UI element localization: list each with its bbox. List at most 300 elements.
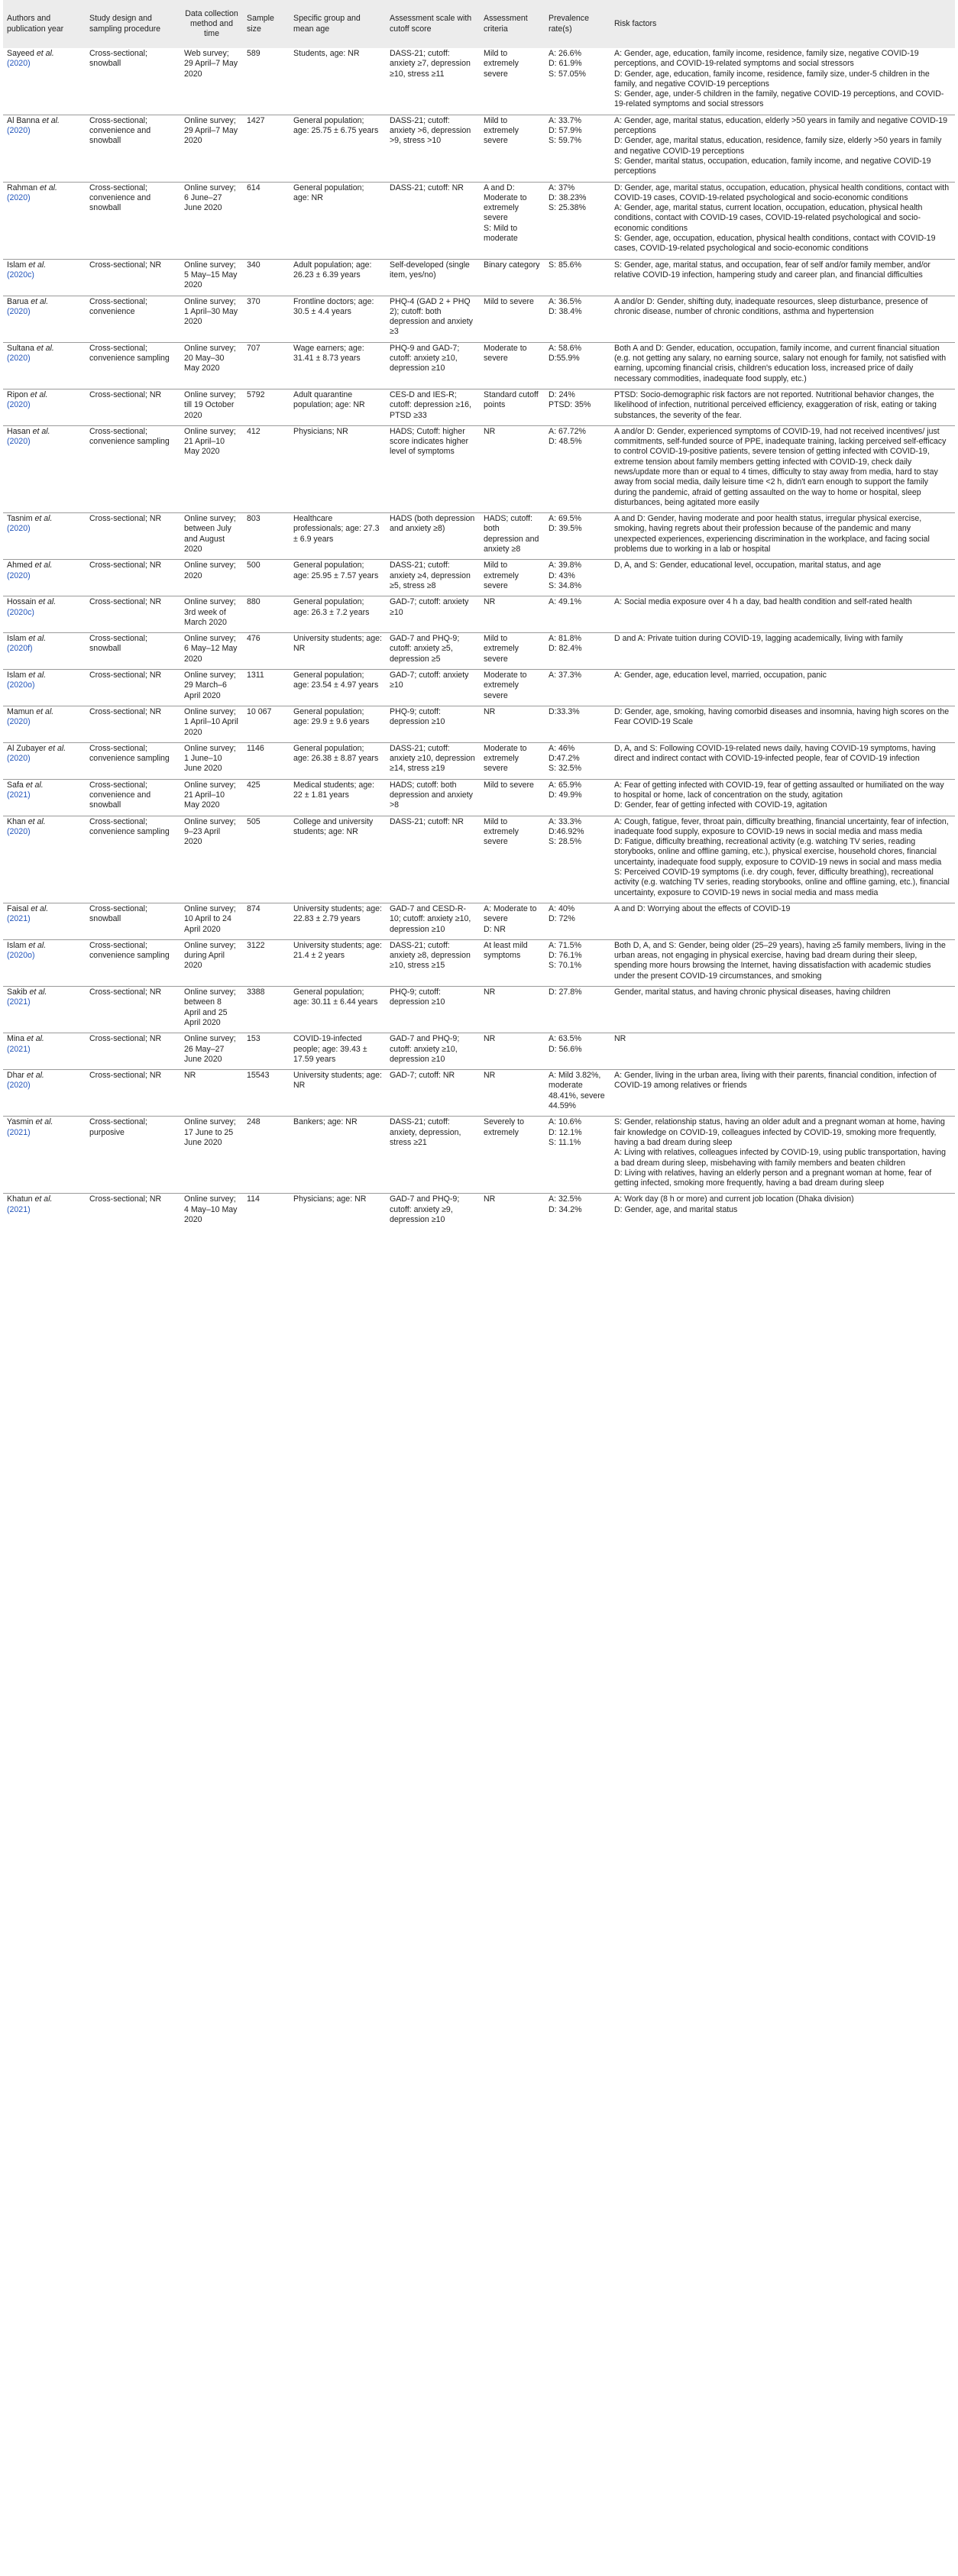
- table-row: [3, 903, 955, 939]
- author-name: Khatun: [7, 1194, 33, 1204]
- author-etal: et al.: [27, 987, 47, 997]
- author-name: Mina: [7, 1034, 24, 1044]
- design-cell: Cross-sectional; purposive: [86, 1117, 180, 1194]
- author-name: Ahmed: [7, 561, 33, 570]
- sample-cell: 803: [243, 513, 290, 560]
- group-cell: Physicians; NR: [290, 425, 386, 512]
- author-etal: et al.: [28, 903, 49, 913]
- citation-year-link[interactable]: (2021): [7, 1204, 31, 1214]
- header-collection: Data collection method and time: [180, 0, 243, 48]
- scale-cell: GAD-7; cutoff: NR: [386, 1070, 480, 1117]
- author-etal: et al.: [25, 816, 46, 826]
- risk-factors-cell: D and A: Private tuition during COVID-19, lagging academically, living with family: [610, 633, 955, 670]
- risk-factors-cell: S: Gender, age, marital status, and occupation, fear of self and/or family member, and/or relative COVID-19 infection, hampering study and career plan, and financial difficulties: [610, 259, 955, 296]
- sample-cell: 425: [243, 779, 290, 816]
- citation-year-link[interactable]: (2020): [7, 126, 31, 136]
- prevalence-cell: D: 24% PTSD: 35%: [545, 389, 610, 425]
- prevalence-cell: A: 71.5% D: 76.1% S: 70.1%: [545, 939, 610, 986]
- header-authors: Authors and publication year: [3, 0, 86, 48]
- author-name: Yasmin: [7, 1117, 34, 1127]
- design-cell: Cross-sectional; convenience sampling: [86, 425, 180, 512]
- table-row: [3, 560, 955, 596]
- prevalence-cell: A: 81.8% D: 82.4%: [545, 633, 610, 670]
- collection-cell: Online survey; 29 March–6 April 2020: [180, 670, 243, 706]
- prevalence-cell: D: 27.8%: [545, 987, 610, 1033]
- author-cell: [3, 1194, 86, 1230]
- table-row: [3, 987, 955, 1033]
- sample-cell: 3388: [243, 987, 290, 1033]
- citation-year-link[interactable]: (2020f): [7, 644, 33, 654]
- author-name: Islam: [7, 671, 27, 680]
- scale-cell: PHQ-9; cutoff: depression ≥10: [386, 706, 480, 742]
- criteria-cell: Moderate to extremely severe: [480, 742, 545, 779]
- citation-year-link[interactable]: (2020): [7, 826, 31, 836]
- table-row: [3, 1070, 955, 1117]
- criteria-cell: A: Moderate to severe D: NR: [480, 903, 545, 939]
- author-cell: [3, 342, 86, 389]
- author-name: Hasan: [7, 426, 31, 436]
- scale-cell: CES-D and IES-R; cutoff: depression ≥16, PTSD ≥33: [386, 389, 480, 425]
- table-body: [3, 48, 955, 1230]
- design-cell: Cross-sectional; NR: [86, 1033, 180, 1070]
- author-cell: [3, 987, 86, 1033]
- risk-factors-cell: D, A, and S: Gender, educational level, occupation, marital status, and age: [610, 560, 955, 596]
- author-name: Sayeed: [7, 49, 34, 58]
- group-cell: Medical students; age: 22 ± 1.81 years: [290, 779, 386, 816]
- criteria-cell: Mild to severe: [480, 296, 545, 342]
- criteria-cell: Mild to extremely severe: [480, 48, 545, 115]
- group-cell: General population; age: 29.9 ± 9.6 years: [290, 706, 386, 742]
- author-etal: et al.: [34, 706, 54, 716]
- header-risk: Risk factors: [610, 0, 955, 48]
- author-name: Barua: [7, 296, 29, 306]
- author-name: Islam: [7, 634, 27, 644]
- scale-cell: HADS; cutoff: both depression and anxiety >8: [386, 779, 480, 816]
- design-cell: Cross-sectional; NR: [86, 1070, 180, 1117]
- group-cell: COVID-19-infected people; age: 39.43 ± 17.59 years: [290, 1033, 386, 1070]
- criteria-cell: A and D: Moderate to extremely severe S: Mild to moderate: [480, 182, 545, 259]
- citation-year-link[interactable]: (2020): [7, 400, 31, 410]
- collection-cell: Online survey; 3rd week of March 2020: [180, 596, 243, 633]
- header-sample: Sample size: [243, 0, 290, 48]
- sample-cell: 5792: [243, 389, 290, 425]
- risk-factors-cell: D: Gender, age, smoking, having comorbid diseases and insomnia, having high scores on the Fear COVID-19 Scale: [610, 706, 955, 742]
- design-cell: Cross-sectional; NR: [86, 706, 180, 742]
- author-etal: et al.: [26, 260, 47, 270]
- criteria-cell: NR: [484, 1194, 496, 1204]
- citation-year-link[interactable]: (2020): [7, 306, 31, 316]
- scale-cell: GAD-7; cutoff: anxiety ≥10: [386, 596, 480, 633]
- risk-factors-cell: A: Work day (8 h or more) and current job location (Dhaka division) D: Gender, age, and marital status: [614, 1194, 854, 1214]
- prevalence-cell: A: 37.3%: [545, 670, 610, 706]
- prevalence-cell: A: 39.8% D: 43% S: 34.8%: [545, 560, 610, 596]
- risk-factors-cell: A: Cough, fatigue, fever, throat pain, difficulty breathing, financial uncertainty, fear of infection, inadequate food supply, exposure to COVID-19 news in social media and mass media D: Fatigue, difficulty breathing, recreational activity (e.g. watching TV series, reading storybooks, online and offline gaming, etc.), physical exercise, household chores, financial uncertainty, inadequate food supply, exposure to COVID-19 news in social and mass media S: Perceived COVID-19 symptoms (i.e. dry cough, fever, difficulty breathing), recreational activity (e.g. watching TV series, reading storybooks, online and offline gaming, etc.), financial uncertainty, exposure to COVID-19 news in social media and mass media: [610, 816, 955, 903]
- design-cell: Cross-sectional; snowball: [86, 633, 180, 670]
- risk-factors-cell: Gender, marital status, and having chronic physical diseases, having children: [610, 987, 955, 1033]
- scale-cell: DASS-21; cutoff: NR: [386, 182, 480, 259]
- criteria-cell: NR: [480, 987, 545, 1033]
- group-cell: Adult population; age: 26.23 ± 6.39 years: [290, 259, 386, 296]
- prevalence-cell: A: 26.6% D: 61.9% S: 57.05%: [545, 48, 610, 115]
- group-cell: General population; age: 30.11 ± 6.44 years: [290, 987, 386, 1033]
- criteria-cell: Standard cutoff points: [480, 389, 545, 425]
- table-row: [3, 425, 955, 512]
- citation-year-link[interactable]: (2021): [7, 1044, 31, 1054]
- sample-cell: 1427: [243, 115, 290, 182]
- author-name: Faisal: [7, 903, 29, 913]
- author-cell: [3, 389, 86, 425]
- group-cell: Bankers; age: NR: [290, 1117, 386, 1194]
- citation-year-link[interactable]: (2020): [7, 192, 31, 202]
- author-cell: [3, 816, 86, 903]
- citation-year-link[interactable]: (2020c): [7, 270, 34, 280]
- citation-year-link[interactable]: (2020): [7, 354, 31, 364]
- group-cell: University students; age: NR: [290, 633, 386, 670]
- risk-factors-cell: NR: [610, 1033, 955, 1070]
- header-criteria: Assessment criteria: [480, 0, 545, 48]
- design-cell: Cross-sectional; NR: [86, 513, 180, 560]
- author-etal: et al.: [34, 343, 54, 353]
- header-design: Study design and sampling procedure: [86, 0, 180, 48]
- author-cell: [3, 296, 86, 342]
- risk-factors-cell: A: Gender, age, education, family income, residence, family size, negative COVID-19 perceptions, and COVID-19-related symptoms and social stressors D: Gender, age, education, family income, residence, family size, under-5 children in the family, and negative COVID-19 perceptions S: Gender, age, under-5 children in the family, negative COVID-19 perceptions, and COVID-19-related symptoms and social stressors: [610, 48, 955, 115]
- citation-year-link[interactable]: (2021): [7, 914, 31, 924]
- citation-year-link[interactable]: (2020): [7, 717, 31, 727]
- table-row: [3, 742, 955, 779]
- risk-factors-cell: PTSD: Socio-demographic risk factors are not reported. Nutritional behavior changes, the likelihood of infection, nutritional perceived efficiency, exaggeration of risk, eating or taking substances, the severity of the fear.: [610, 389, 955, 425]
- author-name: Safa: [7, 780, 24, 790]
- prevalence-cell: A: 49.1%: [545, 596, 610, 633]
- criteria-cell: Mild to extremely severe: [480, 816, 545, 903]
- table-row: [3, 115, 955, 182]
- sample-cell: 874: [243, 903, 290, 939]
- table-row: [3, 389, 955, 425]
- author-name: Khan: [7, 816, 26, 826]
- scale-cell: GAD-7 and CESD-R-10; cutoff: anxiety ≥10, depression ≥10: [386, 903, 480, 939]
- group-cell: General population; age: NR: [290, 182, 386, 259]
- author-cell: [3, 1117, 86, 1194]
- prevalence-cell: A: 40% D: 72%: [545, 903, 610, 939]
- design-cell: Cross-sectional; convenience sampling: [86, 742, 180, 779]
- author-name: Islam: [7, 940, 27, 950]
- author-cell: [3, 425, 86, 512]
- scale-cell: GAD-7 and PHQ-9; cutoff: anxiety ≥10, depression ≥10: [386, 1033, 480, 1070]
- collection-cell: Online survey; 17 June to 25 June 2020: [180, 1117, 243, 1194]
- scale-cell: DASS-21; cutoff: anxiety >6, depression >9, stress >10: [386, 115, 480, 182]
- collection-cell: Online survey; 2020: [180, 560, 243, 596]
- header-prevalence: Prevalence rate(s): [545, 0, 610, 48]
- risk-factors-cell: A and/or D: Gender, shifting duty, inadequate resources, sleep disturbance, presence of chronic disease, number of chronic conditions, asthma and hypertension: [610, 296, 955, 342]
- group-cell: Wage earners; age: 31.41 ± 8.73 years: [290, 342, 386, 389]
- design-cell: Cross-sectional; NR: [86, 987, 180, 1033]
- risk-factors-cell: A: Fear of getting infected with COVID-19, fear of getting assaulted or humiliated on the way to hospital or home, lack of concentration on the study, agitation D: Gender, fear of getting infected with COVID-19, agitation: [610, 779, 955, 816]
- sample-cell: 880: [243, 596, 290, 633]
- author-cell: [3, 596, 86, 633]
- scale-cell: DASS-21; cutoff: anxiety ≥8, depression ≥10, stress ≥15: [386, 939, 480, 986]
- table-row: [3, 670, 955, 706]
- design-cell: Cross-sectional; convenience sampling: [86, 342, 180, 389]
- header-row: [3, 0, 955, 48]
- scale-cell: Self-developed (single item, yes/no): [386, 259, 480, 296]
- design-cell: Cross-sectional; NR: [86, 389, 180, 425]
- collection-cell: Online survey; between 8 April and 25 April 2020: [180, 987, 243, 1033]
- author-name: Dhar: [7, 1071, 24, 1081]
- citation-year-link[interactable]: (2020c): [7, 607, 34, 617]
- table-header: [3, 0, 955, 48]
- scale-cell: GAD-7; cutoff: anxiety ≥10: [386, 670, 480, 706]
- prevalence-cell: S: 85.6%: [545, 259, 610, 296]
- scale-cell: GAD-7 and PHQ-9; cutoff: anxiety ≥5, depression ≥5: [386, 633, 480, 670]
- criteria-cell: HADS; cutoff: both depression and anxiety ≥8: [480, 513, 545, 560]
- design-cell: Cross-sectional; convenience and snowball: [86, 115, 180, 182]
- criteria-cell: NR: [480, 1033, 545, 1070]
- collection-cell: Online survey; 1 April–10 April 2020: [180, 706, 243, 742]
- criteria-cell: NR: [480, 1070, 545, 1117]
- sample-cell: 114: [247, 1194, 260, 1204]
- author-name: Rahman: [7, 183, 38, 192]
- author-etal: et al.: [46, 743, 66, 753]
- author-cell: [3, 706, 86, 742]
- collection-cell: Online survey; between July and August 2020: [180, 513, 243, 560]
- scale-cell: DASS-21; cutoff: NR: [386, 816, 480, 903]
- author-cell: [3, 1033, 86, 1070]
- scale-cell: DASS-21; cutoff: anxiety ≥10, depression ≥14, stress ≥19: [386, 742, 480, 779]
- risk-factors-cell: S: Gender, relationship status, having an older adult and a pregnant woman at home, having fair knowledge on COVID-19, colleagues infected by COVID-19, smoking more frequently, having a bad dream during sleep A: Living with relatives, colleagues infected by COVID-19, using public transportation, having a bad dream during sleep, misbehaving with family members and beaten children D: Living with relatives, having an elderly person and a pregnant woman at home, fear of getting infected, smoking more frequently, having a bad dream during sleep: [610, 1117, 955, 1194]
- scale-cell: GAD-7 and PHQ-9; cutoff: anxiety ≥9, depression ≥10: [390, 1194, 460, 1224]
- criteria-cell: Binary category: [480, 259, 545, 296]
- prevalence-cell: A: 46% D:47.2% S: 32.5%: [545, 742, 610, 779]
- sample-cell: 153: [243, 1033, 290, 1070]
- group-cell: General population; age: 23.54 ± 4.97 years: [290, 670, 386, 706]
- design-cell: Cross-sectional; convenience: [86, 296, 180, 342]
- group-cell: Frontline doctors; age: 30.5 ± 4.4 years: [290, 296, 386, 342]
- table-row: [3, 596, 955, 633]
- scale-cell: HADS; Cutoff: higher score indicates higher level of symptoms: [386, 425, 480, 512]
- table-row: [3, 1033, 955, 1070]
- sample-cell: 476: [243, 633, 290, 670]
- collection-cell: Online survey; 1 April–30 May 2020: [180, 296, 243, 342]
- prevalence-cell: A: 65.9% D: 49.9%: [545, 779, 610, 816]
- citation-year-link[interactable]: (2020): [7, 59, 31, 69]
- collection-cell: NR: [180, 1070, 243, 1117]
- author-cell: [3, 115, 86, 182]
- sample-cell: 340: [243, 259, 290, 296]
- prevalence-cell: A: Mild 3.82%, moderate 48.41%, severe 44.59%: [545, 1070, 610, 1117]
- table-row: [3, 259, 955, 296]
- group-cell: Physicians; age: NR: [293, 1194, 367, 1204]
- design-cell: Cross-sectional; snowball: [86, 48, 180, 115]
- sample-cell: 505: [243, 816, 290, 903]
- criteria-cell: Moderate to severe: [480, 342, 545, 389]
- collection-cell: Online survey; 6 May–12 May 2020: [180, 633, 243, 670]
- citation-year-link[interactable]: (2020): [7, 1081, 31, 1091]
- risk-factors-cell: A and D: Worrying about the effects of COVID-19: [610, 903, 955, 939]
- author-cell: [3, 182, 86, 259]
- author-cell: [3, 939, 86, 986]
- table-row: [3, 1117, 955, 1194]
- sample-cell: 3122: [243, 939, 290, 986]
- author-cell: [3, 903, 86, 939]
- table-row: [3, 633, 955, 670]
- author-etal: et al.: [34, 49, 54, 58]
- collection-cell: Online survey; during April 2020: [180, 939, 243, 986]
- group-cell: Healthcare professionals; age: 27.3 ± 6.9 years: [290, 513, 386, 560]
- sample-cell: 1146: [243, 742, 290, 779]
- prevalence-cell: A: 37% D: 38.23% S: 25.38%: [545, 182, 610, 259]
- author-cell: [3, 742, 86, 779]
- collection-cell: Online survey; 4 May–10 May 2020: [184, 1194, 238, 1224]
- design-cell: Cross-sectional; convenience sampling: [86, 939, 180, 986]
- design-cell: Cross-sectional; convenience and snowball: [86, 779, 180, 816]
- author-etal: et al.: [30, 426, 50, 436]
- header-scale: Assessment scale with cutoff score: [386, 0, 480, 48]
- header-group: Specific group and mean age: [290, 0, 386, 48]
- collection-cell: Online survey; 9–23 April 2020: [180, 816, 243, 903]
- prevalence-cell: A: 33.7% D: 57.9% S: 59.7%: [545, 115, 610, 182]
- group-cell: General population; age: 26.38 ± 8.87 years: [290, 742, 386, 779]
- scale-cell: HADS (both depression and anxiety ≥8): [386, 513, 480, 560]
- author-etal: et al.: [26, 634, 47, 644]
- author-name: Sakib: [7, 987, 28, 997]
- design-cell: Cross-sectional; NR: [86, 596, 180, 633]
- author-cell: [3, 259, 86, 296]
- sample-cell: 370: [243, 296, 290, 342]
- citation-year-link[interactable]: (2020): [7, 437, 31, 447]
- criteria-cell: NR: [480, 425, 545, 512]
- citation-year-link[interactable]: (2021): [7, 997, 31, 1007]
- risk-factors-cell: Both D, A, and S: Gender, being older (25–29 years), having ≥5 family members, living in the urban areas, not engaging in physical exercise, having bad dream during their sleep, spending more hours browsing the Internet, having dissatisfaction with academic studies under the present COVID-19 circumstances, and smoking: [610, 939, 955, 986]
- author-etal: et al.: [24, 1034, 44, 1044]
- author-cell: [3, 560, 86, 596]
- sample-cell: 707: [243, 342, 290, 389]
- collection-cell: Online survey; 21 April–10 May 2020: [180, 779, 243, 816]
- design-cell: Cross-sectional; NR: [86, 560, 180, 596]
- collection-cell: Online survey; 20 May–30 May 2020: [180, 342, 243, 389]
- table-row: [3, 1194, 955, 1230]
- author-name: Sultana: [7, 343, 34, 353]
- table-container: [0, 0, 958, 1230]
- author-cell: [3, 1070, 86, 1117]
- criteria-cell: Severely to extremely: [480, 1117, 545, 1194]
- prevalence-cell: A: 69.5% D: 39.5%: [545, 513, 610, 560]
- sample-cell: 10 067: [243, 706, 290, 742]
- citation-year-link[interactable]: (2021): [7, 1127, 31, 1137]
- prevalence-cell: D:33.3%: [545, 706, 610, 742]
- table-row: [3, 816, 955, 903]
- group-cell: General population; age: 26.3 ± 7.2 years: [290, 596, 386, 633]
- author-name: Hossain: [7, 597, 37, 607]
- criteria-cell: At least mild symptoms: [480, 939, 545, 986]
- author-name: Al Zubayer: [7, 743, 47, 753]
- author-etal: et al.: [28, 296, 49, 306]
- risk-factors-cell: D: Gender, age, marital status, occupation, education, physical health conditions, contact with COVID-19 cases, COVID-19-related psychological and socio-economic conditions A: Gender, age, marital status, current location, occupation, education, physical health conditions, contact with COVID-19 cases, COVID-19-related psychological and socio-economic conditions S: Gender, age, occupation, education, physical health conditions, contact with COVID-19 cases, COVID-19-related psychological and socio-economic conditions: [610, 182, 955, 259]
- author-name: Ripon: [7, 389, 28, 399]
- author-name: Mamun: [7, 706, 34, 716]
- author-etal: et al.: [37, 183, 57, 192]
- citation-year-link[interactable]: (2021): [7, 790, 31, 800]
- author-etal: et al.: [40, 115, 60, 125]
- author-etal: et al.: [32, 1194, 53, 1204]
- design-cell: Cross-sectional; NR: [89, 1194, 162, 1204]
- sample-cell: 248: [243, 1117, 290, 1194]
- collection-cell: Online survey; 29 April–7 May 2020: [180, 115, 243, 182]
- risk-factors-cell: A: Gender, age, education level, married, occupation, panic: [610, 670, 955, 706]
- author-cell: [3, 48, 86, 115]
- sample-cell: 614: [243, 182, 290, 259]
- author-etal: et al.: [26, 671, 47, 680]
- table-row: [3, 706, 955, 742]
- citation-year-link[interactable]: (2020): [7, 754, 31, 764]
- author-cell: [3, 779, 86, 816]
- risk-factors-cell: Both A and D: Gender, education, occupation, family income, and current financial situation (e.g. not getting any salary, no earning source, salary not enough for family, not satisfied with earning, upcoming financial crisis, children's education loss, increased price of daily necessary commodities, inadequate food supply, etc.): [610, 342, 955, 389]
- author-cell: [3, 670, 86, 706]
- group-cell: University students; age: 21.4 ± 2 years: [290, 939, 386, 986]
- group-cell: Adult quarantine population; age: NR: [290, 389, 386, 425]
- author-etal: et al.: [36, 597, 57, 607]
- table-row: [3, 779, 955, 816]
- scale-cell: PHQ-9; cutoff: depression ≥10: [386, 987, 480, 1033]
- prevalence-cell: A: 32.5% D: 34.2%: [549, 1194, 582, 1214]
- studies-table: [3, 0, 955, 1230]
- citation-year-link[interactable]: (2020): [7, 524, 31, 534]
- sample-cell: 15543: [243, 1070, 290, 1117]
- collection-cell: Online survey; 10 April to 24 April 2020: [180, 903, 243, 939]
- criteria-cell: Moderate to extremely severe: [480, 670, 545, 706]
- design-cell: Cross-sectional; convenience sampling: [86, 816, 180, 903]
- design-cell: Cross-sectional; convenience and snowball: [86, 182, 180, 259]
- prevalence-cell: A: 36.5% D: 38.4%: [545, 296, 610, 342]
- prevalence-cell: A: 33.3% D:46.92% S: 28.5%: [545, 816, 610, 903]
- design-cell: Cross-sectional; NR: [86, 670, 180, 706]
- prevalence-cell: A: 58.6% D:55.9%: [545, 342, 610, 389]
- author-cell: [3, 633, 86, 670]
- scale-cell: DASS-21; cutoff: anxiety, depression, stress ≥21: [386, 1117, 480, 1194]
- design-cell: Cross-sectional; snowball: [86, 903, 180, 939]
- citation-year-link[interactable]: (2020): [7, 570, 31, 580]
- scale-cell: PHQ-9 and GAD-7; cutoff: anxiety ≥10, depression ≥10: [386, 342, 480, 389]
- author-etal: et al.: [26, 940, 47, 950]
- design-cell: Cross-sectional; NR: [86, 259, 180, 296]
- group-cell: General population; age: 25.75 ± 6.75 years: [290, 115, 386, 182]
- group-cell: College and university students; age: NR: [290, 816, 386, 903]
- citation-year-link[interactable]: (2020o): [7, 951, 35, 961]
- citation-year-link[interactable]: (2020o): [7, 680, 35, 690]
- risk-factors-cell: A: Gender, living in the urban area, living with their parents, financial condition, infection of COVID-19 among relatives or friends: [610, 1070, 955, 1117]
- author-name: Tasnim: [7, 514, 33, 524]
- prevalence-cell: A: 63.5% D: 56.6%: [545, 1033, 610, 1070]
- prevalence-cell: A: 10.6% D: 12.1% S: 11.1%: [545, 1117, 610, 1194]
- author-etal: et al.: [23, 780, 44, 790]
- collection-cell: Online survey; 21 April–10 May 2020: [180, 425, 243, 512]
- criteria-cell: Mild to extremely severe: [480, 560, 545, 596]
- sample-cell: 1311: [243, 670, 290, 706]
- table-row: [3, 48, 955, 115]
- prevalence-cell: A: 67.72% D: 48.5%: [545, 425, 610, 512]
- group-cell: University students; age: 22.83 ± 2.79 years: [290, 903, 386, 939]
- scale-cell: DASS-21; cutoff: anxiety ≥4, depression ≥5, stress ≥8: [386, 560, 480, 596]
- collection-cell: Online survey; till 19 October 2020: [180, 389, 243, 425]
- group-cell: University students; age: NR: [290, 1070, 386, 1117]
- collection-cell: Online survey; 5 May–15 May 2020: [180, 259, 243, 296]
- risk-factors-cell: A: Social media exposure over 4 h a day, bad health condition and self-rated health: [610, 596, 955, 633]
- table-row: [3, 182, 955, 259]
- criteria-cell: Mild to extremely severe: [480, 115, 545, 182]
- scale-cell: DASS-21; cutoff: anxiety ≥7, depression ≥10, stress ≥11: [386, 48, 480, 115]
- author-etal: et al.: [32, 561, 53, 570]
- author-cell: [3, 513, 86, 560]
- criteria-cell: Mild to severe: [480, 779, 545, 816]
- author-etal: et al.: [32, 514, 53, 524]
